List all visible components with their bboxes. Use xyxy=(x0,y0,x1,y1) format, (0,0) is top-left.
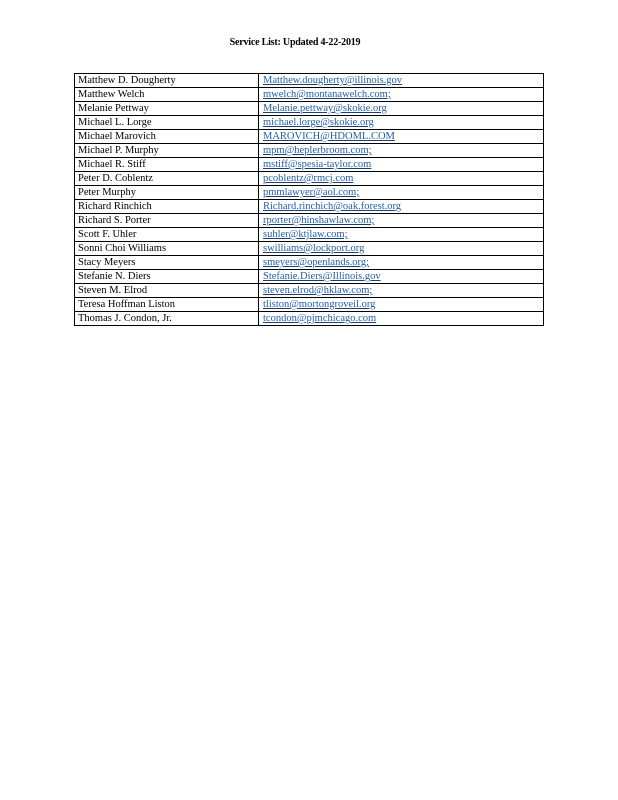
contact-name: Michael Marovich xyxy=(75,130,259,144)
email-cell xyxy=(259,242,544,256)
table-row xyxy=(75,172,544,186)
contact-name: Matthew D. Dougherty xyxy=(75,74,259,88)
table-row xyxy=(75,186,544,200)
contact-email-link[interactable]: steven.elrod@hklaw.com; xyxy=(263,285,373,296)
table-row xyxy=(75,270,544,284)
email-cell xyxy=(259,172,544,186)
contact-email-link[interactable]: mstiff@spesia-taylor.com xyxy=(263,159,372,170)
table-row xyxy=(75,284,544,298)
contact-name: Teresa Hoffman Liston xyxy=(75,298,259,312)
contact-email-link[interactable]: michael.lorge@skokie.org xyxy=(263,117,374,128)
contact-name: Peter D. Coblentz xyxy=(75,172,259,186)
email-cell xyxy=(259,270,544,284)
contact-name: Michael L. Lorge xyxy=(75,116,259,130)
email-cell xyxy=(259,186,544,200)
email-cell xyxy=(259,284,544,298)
contact-name: Peter Murphy xyxy=(75,186,259,200)
table-row xyxy=(75,144,544,158)
email-cell xyxy=(259,130,544,144)
table-row xyxy=(75,116,544,130)
contact-email-link[interactable]: MAROVICH@HDOML.COM xyxy=(263,131,395,142)
table-row xyxy=(75,102,544,116)
table-row xyxy=(75,256,544,270)
contact-name: Steven M. Elrod xyxy=(75,284,259,298)
email-cell xyxy=(259,144,544,158)
contact-name: Richard S. Porter xyxy=(75,214,259,228)
contact-name: Stacy Meyers xyxy=(75,256,259,270)
table-row xyxy=(75,158,544,172)
contact-email-link[interactable]: suhler@ktjlaw.com; xyxy=(263,229,348,240)
contact-email-link[interactable]: Stefanie.Diers@Illinois.gov xyxy=(263,271,381,282)
contact-email-link[interactable]: pcoblentz@rmcj.com xyxy=(263,173,354,184)
email-cell xyxy=(259,74,544,88)
contact-email-link[interactable]: Melanie.pettway@skokie.org xyxy=(263,103,387,114)
table-row xyxy=(75,312,544,326)
table-row xyxy=(75,242,544,256)
contact-name: Michael P. Murphy xyxy=(75,144,259,158)
email-cell xyxy=(259,228,544,242)
page-title: Service List: Updated 4-22-2019 xyxy=(229,37,361,48)
contact-email-link[interactable]: pmmlawyer@aol.com; xyxy=(263,187,360,198)
contact-email-link[interactable]: swilliams@lockport.org xyxy=(263,243,365,254)
email-cell xyxy=(259,158,544,172)
contact-name: Melanie Pettway xyxy=(75,102,259,116)
contact-email-link[interactable]: tliston@mortongroveil.org xyxy=(263,299,376,310)
table-row xyxy=(75,88,544,102)
email-cell xyxy=(259,298,544,312)
contact-email-link[interactable]: rporter@hinshawlaw.com; xyxy=(263,215,375,226)
contact-email-link[interactable]: tcondon@pjmchicago.com xyxy=(263,313,377,324)
email-cell xyxy=(259,88,544,102)
contact-email-link[interactable]: mwelch@montanawelch.com; xyxy=(263,89,391,100)
email-cell xyxy=(259,102,544,116)
contact-email-link[interactable]: smeyers@openlands.org; xyxy=(263,257,369,268)
contact-email-link[interactable]: mpm@heplerbroom.com; xyxy=(263,145,372,156)
contact-name: Michael R. Stiff xyxy=(75,158,259,172)
email-cell xyxy=(259,200,544,214)
table-row xyxy=(75,214,544,228)
email-cell xyxy=(259,214,544,228)
table-row xyxy=(75,298,544,312)
contact-name: Matthew Welch xyxy=(75,88,259,102)
contact-name: Scott F. Uhler xyxy=(75,228,259,242)
table-row xyxy=(75,228,544,242)
table-row xyxy=(75,74,544,88)
email-cell xyxy=(259,312,544,326)
service-list-body xyxy=(75,74,544,326)
email-cell xyxy=(259,116,544,130)
contact-email-link[interactable]: Richard.rinchich@oak.forest.org xyxy=(263,201,402,212)
contact-email-link[interactable]: Matthew.dougherty@illinois.gov xyxy=(263,75,403,86)
contact-name: Thomas J. Condon, Jr. xyxy=(75,312,259,326)
contact-name: Richard Rinchich xyxy=(75,200,259,214)
service-list-table xyxy=(74,73,544,326)
contact-name: Sonni Choi Williams xyxy=(75,242,259,256)
email-cell xyxy=(259,256,544,270)
table-row xyxy=(75,200,544,214)
contact-name: Stefanie N. Diers xyxy=(75,270,259,284)
table-row xyxy=(75,130,544,144)
